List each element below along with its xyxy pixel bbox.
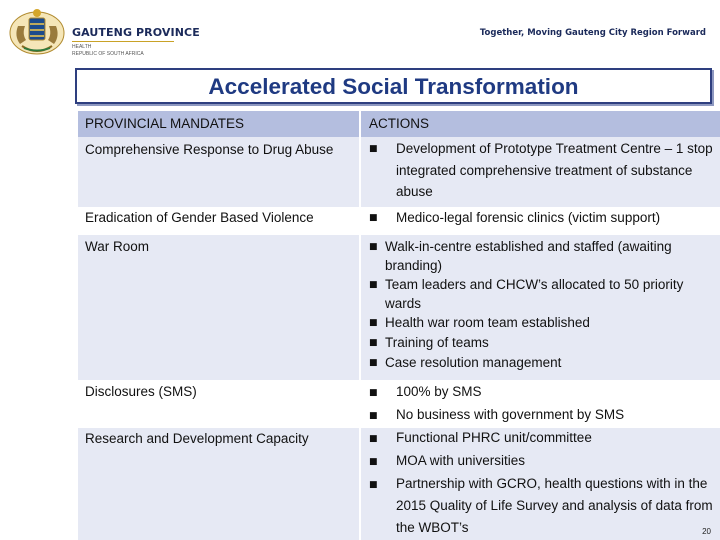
bullet-icon: ■ [369,338,378,348]
list-item: ■ Health war room team established [369,313,714,333]
bullet-icon: ■ [369,144,378,154]
actions-disclosures [369,381,714,427]
list-item: ■ Partnership with GCRO, health questions with in the 2015 Quality of Life Survey and analysis of data from the WBOT’s [369,473,714,539]
list-item: ■ Case resolution management [369,353,714,373]
bullet-icon: ■ [369,434,378,444]
list-item: ■ No business with government by SMS [369,404,714,427]
mandate-gender-violence: Eradication of Gender Based Violence [85,210,314,225]
list-item: ■ Development of Prototype Treatment Centre – 1 stop integrated comprehensive treatment of substance abuse [369,138,714,203]
bullet-icon: ■ [369,457,378,467]
list-item: ■ Team leaders and CHCW’s allocated to 50 priority wards [369,277,684,311]
list-item: ■ Functional PHRC unit/committee [369,427,714,450]
mandate-war-room: War Room [85,239,150,254]
bullet-icon: ■ [369,318,378,328]
list-item: ■ Walk-in-centre established and staffed (awaiting branding) [369,239,672,273]
brand-block [72,26,200,57]
list-item: ■ Training of teams [369,333,714,353]
mandate-drug-abuse: Comprehensive Response to Drug Abuse [85,142,334,157]
coat-of-arms-icon [8,6,66,56]
page-number: 20 [702,527,711,536]
bullet-icon: ■ [369,411,378,421]
column-header-actions: ACTIONS [369,116,430,131]
column-divider [359,111,361,540]
list-item: ■ 100% by SMS [369,381,714,404]
actions-war-room [369,237,714,373]
list-item: ■ MOA with universities [369,450,714,473]
bullet-icon: ■ [369,213,378,223]
brand-country: REPUBLIC OF SOUTH AFRICA [72,51,144,57]
title-banner [75,68,712,104]
bullet-icon: ■ [369,480,378,490]
bullet-icon: ■ [369,388,378,398]
list-item: ■ Medico-legal forensic clinics (victim support) [369,207,714,230]
brand-name: GAUTENG PROVINCE [72,26,200,39]
slide-header [0,0,720,62]
brand-dept: HEALTH [72,44,92,50]
page-title: Accelerated Social Transformation [208,74,579,99]
mandate-disclosures: Disclosures (SMS) [85,384,197,399]
brand-rule [72,41,174,42]
mandate-research: Research and Development Capacity [85,431,309,446]
actions-gender-violence [369,207,714,230]
actions-drug-abuse [369,138,714,203]
bullet-icon: ■ [369,242,378,252]
actions-research [369,427,714,539]
mandates-table [78,111,720,540]
column-header-mandates: PROVINCIAL MANDATES [85,116,245,131]
tagline: Together, Moving Gauteng City Region Forward [479,28,706,38]
bullet-icon: ■ [369,280,378,290]
bullet-icon: ■ [369,358,378,368]
